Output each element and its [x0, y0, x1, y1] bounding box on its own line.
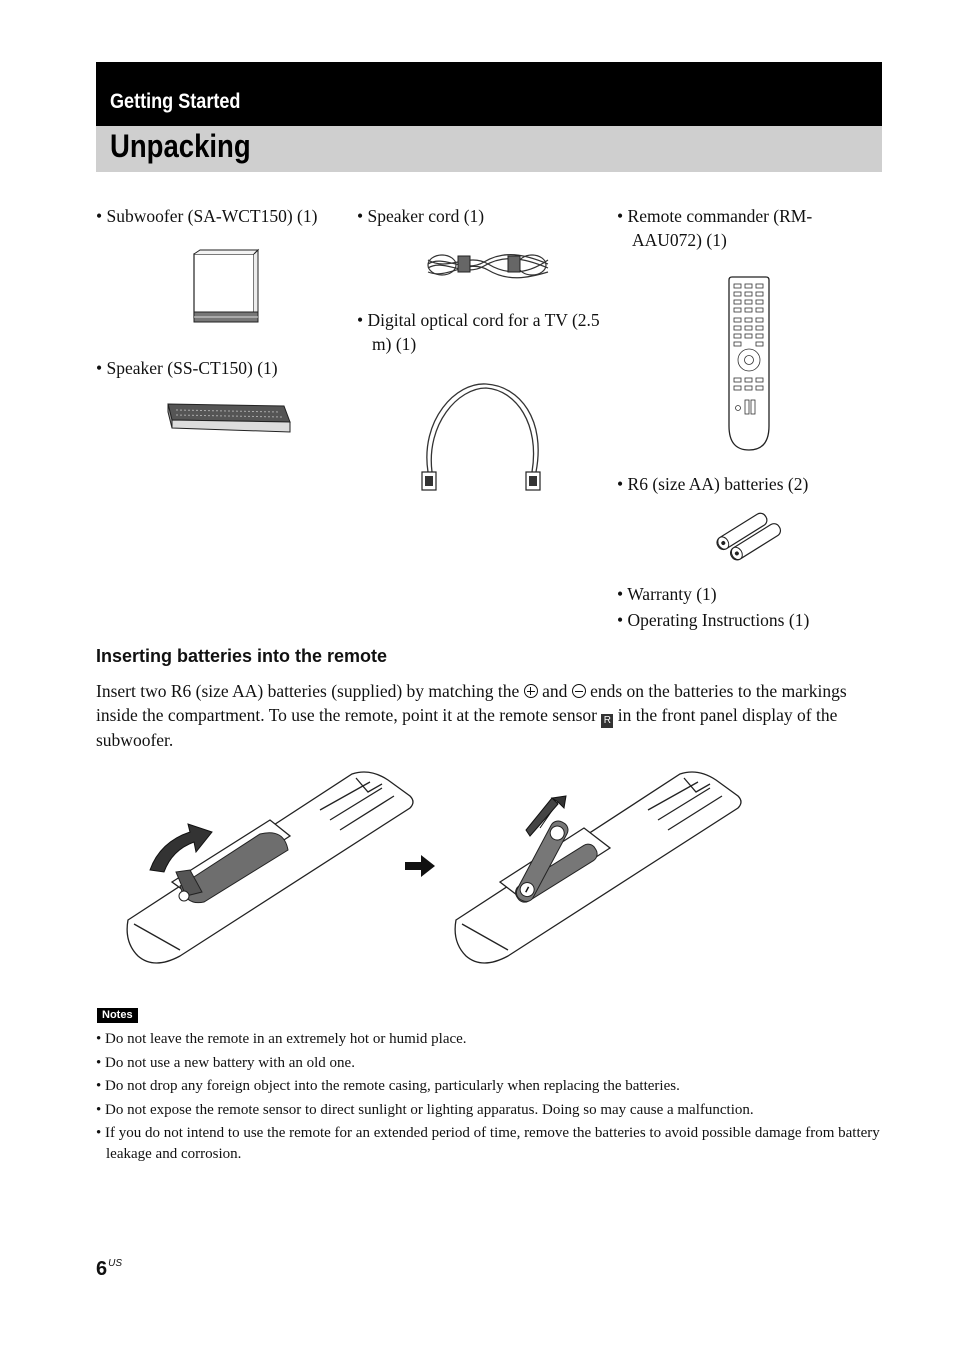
optical-cord-illustration	[416, 380, 556, 500]
item-instructions: • Operating Instructions (1)	[617, 608, 892, 632]
page-number-suffix: US	[108, 1258, 123, 1269]
remote-illustration	[726, 276, 772, 452]
batteries-heading: Inserting batteries into the remote	[96, 646, 388, 666]
section-title: Getting Started	[110, 90, 241, 113]
item-speaker: • Speaker (SS-CT150) (1)	[96, 356, 371, 380]
page-title-bar	[96, 126, 882, 172]
item-remote: • Remote commander (RM-AAU072) (1)	[617, 204, 872, 252]
speaker-bar-illustration	[166, 400, 296, 436]
item-warranty: • Warranty (1)	[617, 582, 892, 606]
note-item: • Do not drop any foreign object into the remote casing, particularly when replacing the batteries.	[96, 1076, 896, 1097]
page-number	[96, 1258, 122, 1281]
notes-badge: Notes	[97, 1008, 138, 1023]
notes-list	[96, 1029, 896, 1168]
item-optical-cord: • Digital optical cord for a TV (2.5 m) (1)	[357, 308, 617, 356]
item-speaker-cord: • Speaker cord (1)	[357, 204, 622, 228]
note-item: • Do not expose the remote sensor to direct sunlight or lighting apparatus. Doing so may cause a malfunction.	[96, 1100, 896, 1121]
remote-sensor-icon: R	[601, 714, 613, 728]
right-arrow-icon	[403, 854, 437, 878]
item-batteries: • R6 (size AA) batteries (2)	[617, 472, 892, 496]
section-header-bar	[96, 62, 882, 126]
instructions-text-1: Insert two R6 (size AA) batteries (supplied) by matching the	[96, 681, 524, 701]
subwoofer-illustration	[190, 250, 262, 330]
item-subwoofer: • Subwoofer (SA-WCT150) (1)	[96, 204, 371, 228]
note-item: • Do not use a new battery with an old one.	[96, 1053, 896, 1074]
remote-batteries-illustration	[448, 770, 748, 980]
page-number-value: 6	[96, 1258, 108, 1280]
plus-icon	[524, 684, 538, 698]
minus-icon	[572, 684, 586, 698]
instructions-text-3: ends on the batteries to the markings inside the compartment. To use the remote, point it at the remote sensor	[96, 681, 847, 725]
remote-open-lid-illustration	[120, 770, 420, 980]
batteries-instructions	[96, 679, 886, 752]
note-item: • If you do not intend to use the remote for an extended period of time, remove the batteries to avoid possible damage from battery leakage and corrosion.	[96, 1123, 896, 1165]
instructions-text-4: in the front panel display of the subwoofer.	[96, 705, 838, 750]
page-title: Unpacking	[110, 128, 251, 164]
speaker-cord-illustration	[424, 250, 552, 282]
batteries-illustration	[712, 512, 786, 562]
note-item: • Do not leave the remote in an extremely hot or humid place.	[96, 1029, 896, 1050]
instructions-text-2: and	[537, 681, 572, 701]
